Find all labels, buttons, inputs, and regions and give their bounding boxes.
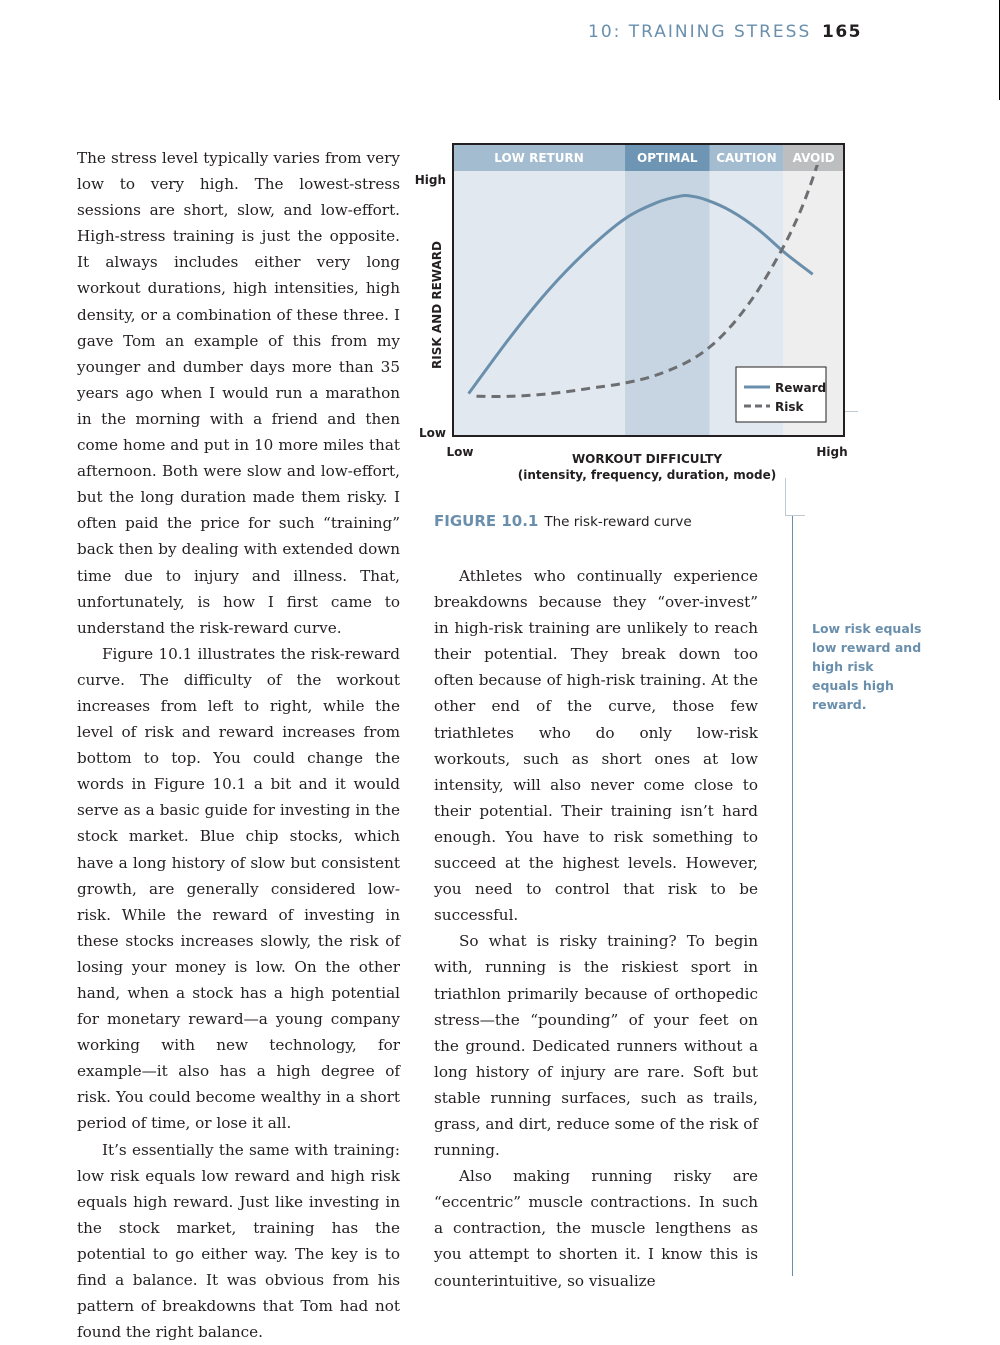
page-number: 165	[822, 22, 862, 42]
legend-risk-label: Risk	[775, 400, 804, 414]
margin-note: Low risk equals low reward and high risk equals high reward.	[812, 621, 922, 712]
y-axis-label: RISK AND REWARD	[430, 241, 444, 369]
y-tick-low: Low	[419, 426, 446, 440]
figure-number: FIGURE 10.1	[434, 512, 539, 530]
chapter-title: TRAINING STRESS	[628, 22, 812, 42]
figure-rule	[845, 411, 858, 412]
running-header	[588, 22, 811, 42]
zone-band-low-return	[453, 144, 625, 436]
zone-label: LOW RETURN	[494, 151, 584, 165]
paragraph: The stress level typically varies from very low to very high. The lowest-stress sessions are short, slow, and low-effort. High-stress training is just the opposite. It always includes either very long workout durations, high intensities, high density, or a combination of these three. I gave Tom an example of this from my younger and dumber days more than 35 years ago when I would run a marathon in the morning with a friend and then come home and put in 10 more miles that afternoon. Both were slow and low-effort, but the long duration made them risky. I often paid the price for such “training” back then by dealing with extended down time due to injury and illness. That, unfortunately, is how I first came to understand the risk-reward curve.	[77, 149, 400, 637]
paragraph: It’s essentially the same with training: low risk equals low reward and high risk equals high reward. Just like investing in the stock market, training has the potential to go either way. The key is to find a balance. It was obvious from his pattern of breakdowns that Tom had not found the right balance.	[77, 1140, 400, 1342]
legend	[736, 367, 826, 422]
figure-caption-text: The risk-reward curve	[544, 514, 692, 530]
figure-rule	[785, 515, 805, 516]
margin-rule	[792, 516, 793, 1276]
x-tick-low: Low	[446, 445, 474, 459]
x-axis-sublabel: (intensity, frequency, duration, mode)	[517, 468, 777, 482]
paragraph: Also making running risky are “eccentric” muscle contractions. In such a contraction, the muscle lengthens as you attempt to shorten it. I know this is counterintuitive, so visualize	[434, 1167, 758, 1290]
paragraph: So what is risky training? To begin with, running is the riskiest sport in triathlon primarily because of orthopedic stress—the “pounding” of your feet on the ground. Dedicated runners without a long history of injury are rare. Soft but stable running surfaces, such as trails, grass, and dirt, reduce some of the risk of running.	[434, 932, 758, 1160]
zone-label: AVOID	[792, 151, 835, 165]
chapter-number: 10:	[588, 22, 622, 42]
paragraph: Figure 10.1 illustrates the risk-reward curve. The difficulty of the workout increases from left to right, while the level of risk and reward increases from bottom to top. You could change the words in Figure 10.1 a bit and it would serve as a basic guide for investing in the stock market. Blue chip stocks, which have a long history of slow but consistent growth, are generally considered low-risk. While the reward of investing in these stocks increases slowly, the risk of losing your money is low. On the other hand, when a stock has a high potential for monetary reward—a young company working with new technology, for example—it also has a high degree of risk. You could become wealthy in a short period of time, or lose it all.	[77, 644, 400, 1133]
paragraph: Athletes who continually experience breakdowns because they “over-invest” in high-risk training are unlikely to reach their potential. They break down too often because of high-risk training. At the other end of the curve, those few triathletes who do only low-risk workouts, such as short ones at low intensity, will also never come close to their potential. Their training isn’t hard enough. You have to risk something to succeed at the highest levels. However, you need to control that risk to be successful.	[434, 567, 758, 925]
zone-label: CAUTION	[716, 151, 777, 165]
x-tick-high: High	[816, 445, 848, 459]
y-tick-high: High	[414, 173, 446, 187]
legend-reward-label: Reward	[775, 381, 827, 395]
figure-caption	[434, 511, 692, 530]
figure-rule	[785, 478, 786, 516]
middle-column	[434, 563, 758, 1294]
zone-label: OPTIMAL	[637, 151, 698, 165]
x-axis-label: WORKOUT DIFFICULTY	[571, 452, 723, 466]
risk-reward-chart	[414, 130, 860, 490]
left-column	[77, 145, 400, 1345]
zone-band-optimal	[625, 144, 709, 436]
